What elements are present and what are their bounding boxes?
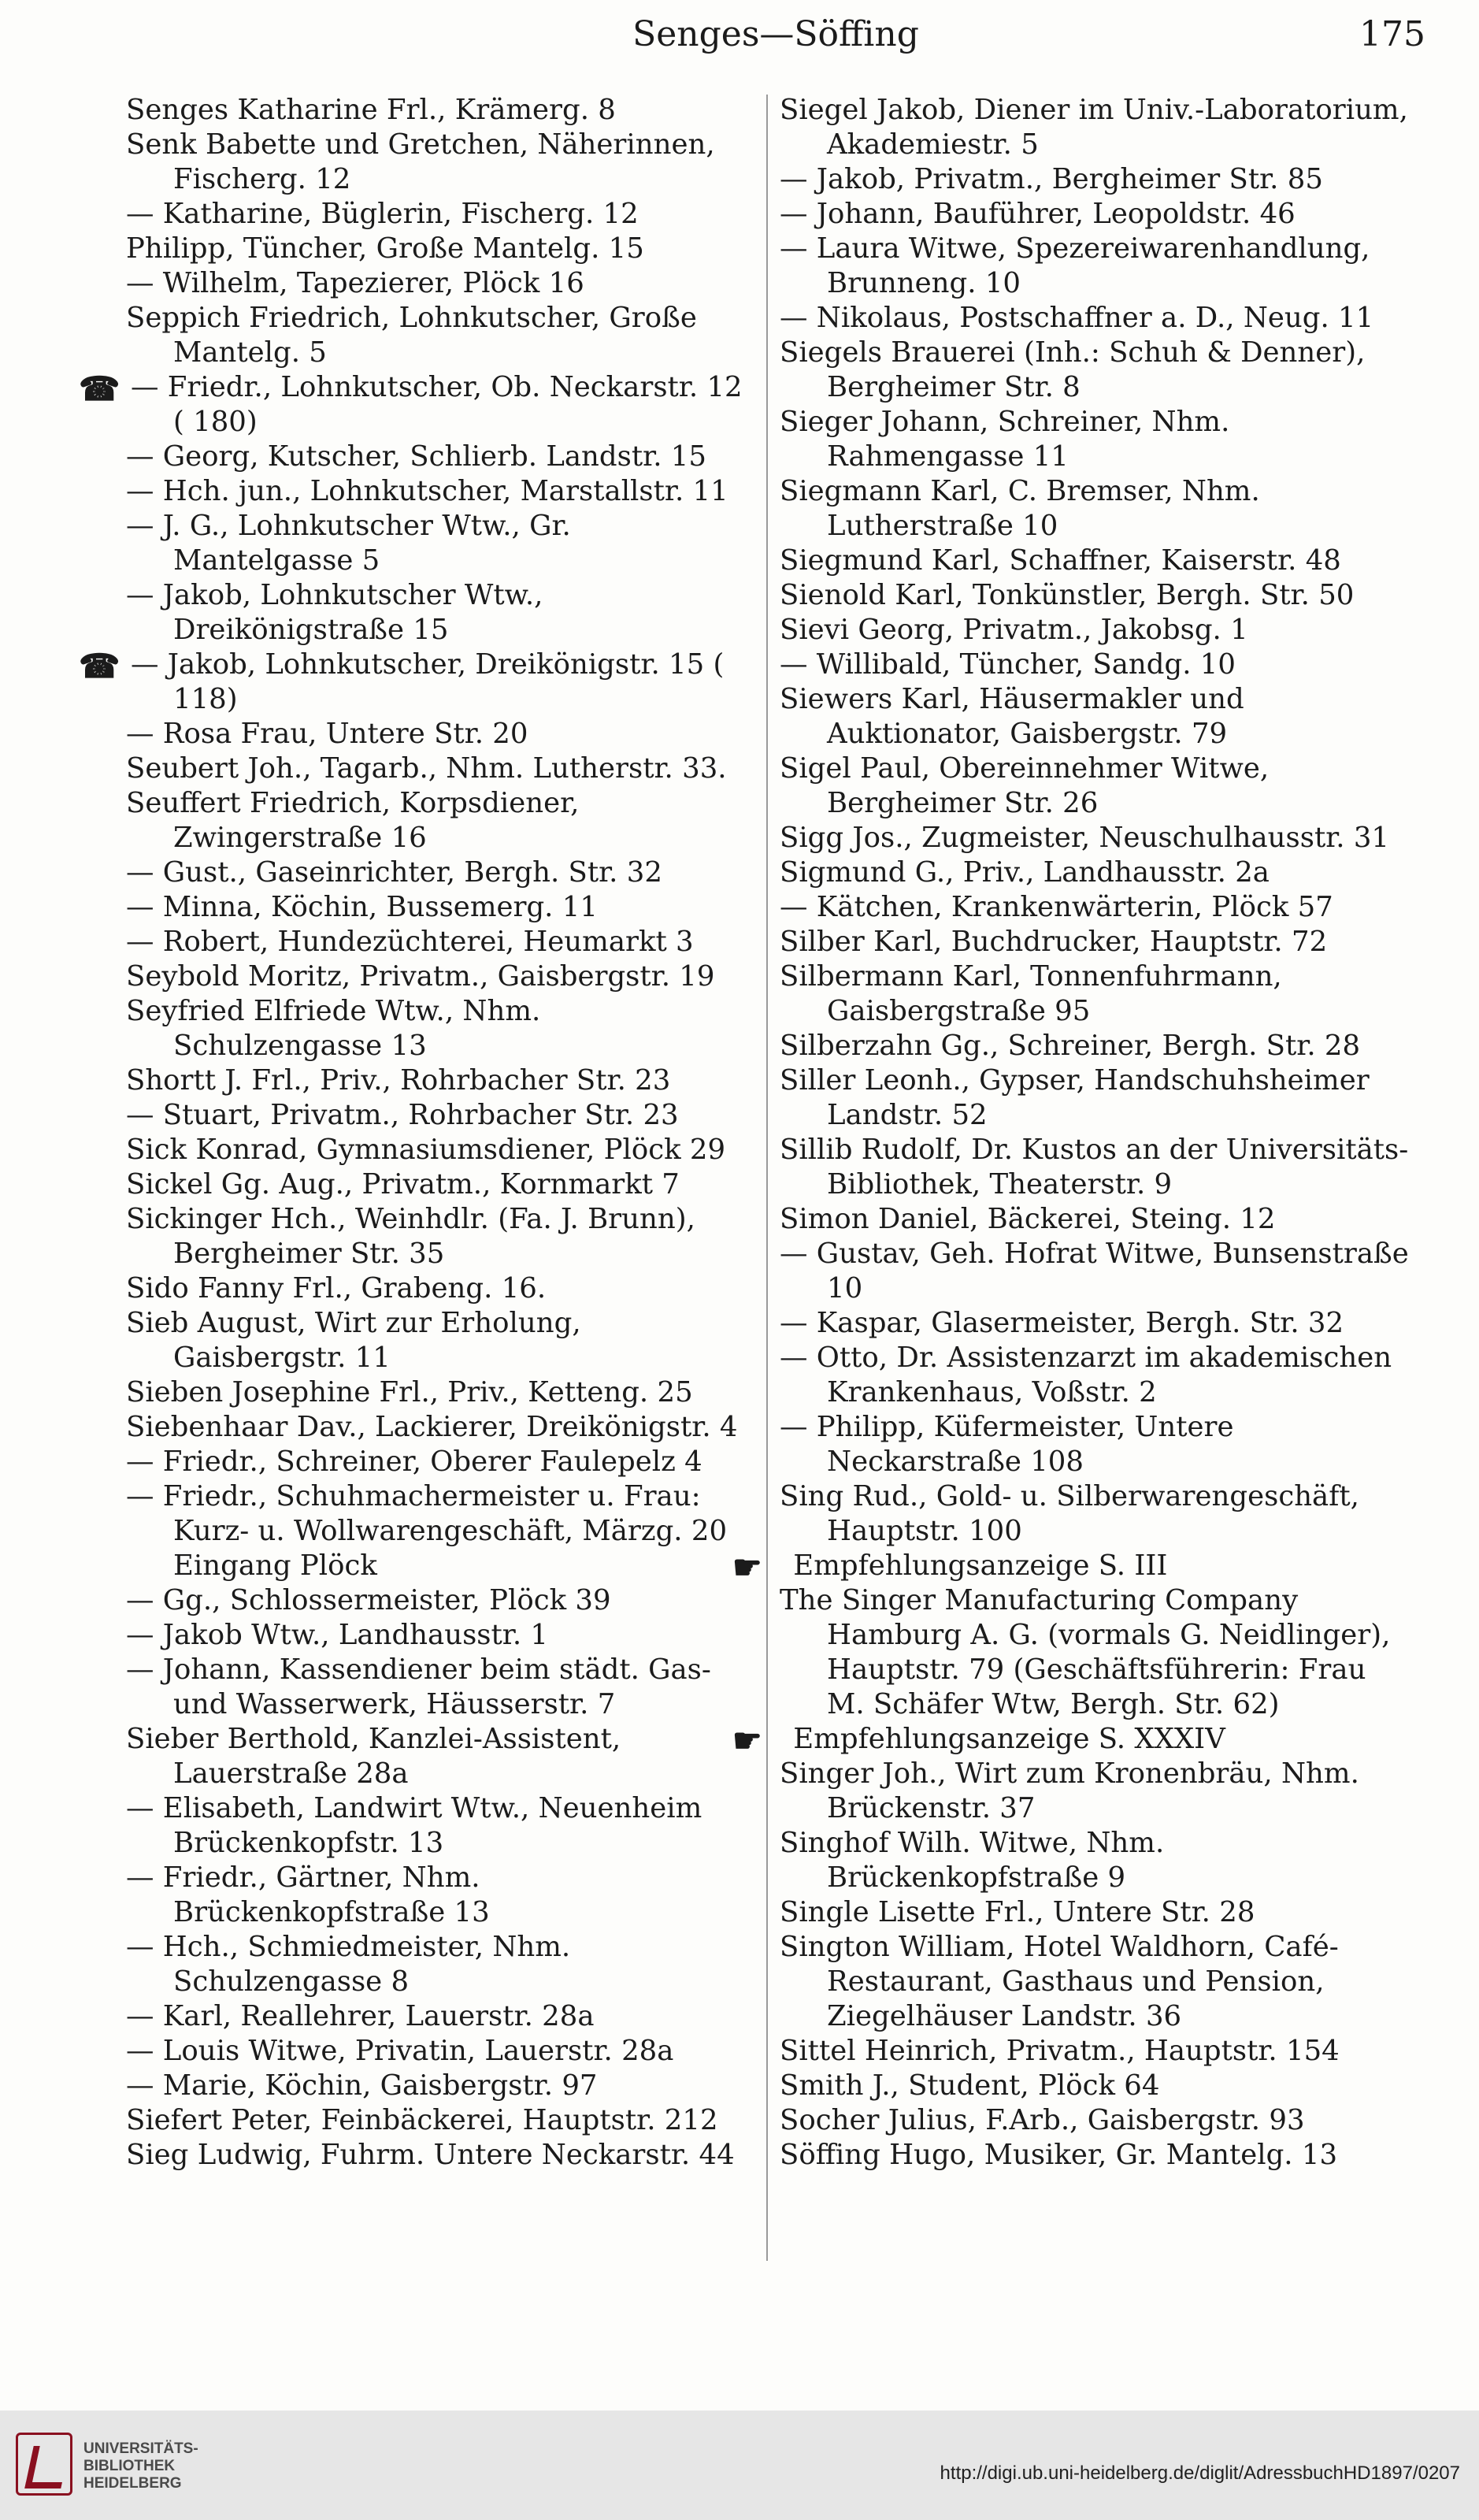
entry-text: Sido Fanny Frl., Grabeng. 16.: [126, 1272, 547, 1305]
directory-entry: [780, 1341, 1410, 1410]
directory-entry: [780, 1410, 1410, 1479]
directory-entry: ☛ Empfehlungsanzeige S. III: [732, 1547, 1168, 1587]
library-name: [83, 2440, 198, 2492]
entry-text: Smith J., Student, Plöck 64: [780, 2069, 1160, 2102]
directory-entry: ☛ Empfehlungsanzeige S. XXXIV: [732, 1720, 1225, 1760]
entry-text: Singhof Wilh. Witwe, Nhm. Brückenkopfstraße 9: [780, 1827, 1165, 1894]
entry-text: Sillib Rudolf, Dr. Kustos an der Universitäts-Bibliothek, Theaterstr. 9: [780, 1134, 1409, 1201]
directory-entry: [126, 197, 756, 232]
directory-entry: [780, 544, 1410, 578]
directory-entry: [780, 682, 1410, 752]
directory-entry: [780, 855, 1410, 890]
entry-text: — Friedr., Lohnkutscher, Ob. Neckarstr. 12 ( 180): [131, 371, 743, 438]
entry-text: Single Lisette Frl., Untere Str. 28: [780, 1896, 1255, 1928]
logo-line: HEIDELBERG: [83, 2475, 182, 2492]
entry-text: — Jakob Wtw., Landhausstr. 1: [126, 1619, 549, 1651]
entry-text: — Friedr., Gärtner, Nhm. Brückenkopfstraße 13: [126, 1861, 490, 1928]
entry-text: Socher Julius, F.Arb., Gaisbergstr. 93: [780, 2104, 1305, 2136]
entry-text: Silbermann Karl, Tonnenfuhrmann, Gaisbergstraße 95: [780, 960, 1282, 1027]
directory-entry: [126, 1583, 756, 1618]
entry-text: — Robert, Hundezüchterei, Heumarkt 3: [126, 926, 694, 958]
directory-entry: [780, 1479, 1410, 1549]
entry-text: — Marie, Köchin, Gaisbergstr. 97: [126, 2069, 598, 2102]
footer-bar: [0, 2411, 1479, 2520]
library-emblem-icon: [16, 2433, 72, 2496]
entry-text: — Hch. jun., Lohnkutscher, Marstallstr. 11: [126, 475, 728, 507]
directory-entry: [780, 1895, 1410, 1930]
directory-entry: [780, 301, 1410, 336]
directory-entry: [780, 336, 1410, 405]
entry-text: Singer Joh., Wirt zum Kronenbräu, Nhm. Brückenstr. 37: [780, 1757, 1359, 1824]
directory-entry: [126, 440, 756, 474]
entry-text: Siller Leonh., Gypser, Handschuhsheimer Landstr. 52: [780, 1064, 1370, 1131]
entry-text: Siegels Brauerei (Inh.: Schuh & Denner), Bergheimer Str. 8: [780, 336, 1366, 403]
entry-text: Seybold Moritz, Privatm., Gaisbergstr. 19: [126, 960, 715, 993]
entry-text: — Friedr., Schuhmachermeister u. Frau: Kurz- u. Wollwarengeschäft, Märzg. 20 Eingang Plöck: [126, 1480, 728, 1582]
entry-text: Shortt J. Frl., Priv., Rohrbacher Str. 23: [126, 1064, 671, 1097]
directory-entry: [780, 1306, 1410, 1341]
directory-entry: [126, 2103, 756, 2138]
page-header: [126, 14, 1425, 69]
directory-entry: [126, 1861, 756, 1930]
entry-text: Sieber Berthold, Kanzlei-Assistent, Lauerstraße 28a: [126, 1723, 621, 1790]
directory-entry: [780, 648, 1410, 682]
directory-entry: [780, 197, 1410, 232]
directory-entry: [780, 1029, 1410, 1063]
directory-entry: [126, 890, 756, 925]
directory-entry: [126, 1098, 756, 1133]
directory-entry: [126, 1999, 756, 2034]
entry-text: Sickinger Hch., Weinhdlr. (Fa. J. Brunn), Bergheimer Str. 35: [126, 1203, 695, 1270]
entry-text: Simon Daniel, Bäckerei, Steing. 12: [780, 1203, 1276, 1235]
entry-text: Sittel Heinrich, Privatm., Hauptstr. 154: [780, 2035, 1340, 2067]
directory-entry: [126, 1722, 756, 1791]
entry-text: — Gg., Schlossermeister, Plöck 39: [126, 1584, 611, 1616]
directory-entry: [126, 855, 756, 890]
logo-line: BIBLIOTHEK: [83, 2458, 176, 2474]
entry-text: Senges Katharine Frl., Krämerg. 8: [126, 94, 616, 126]
directory-entry: [126, 717, 756, 752]
entry-text: Sievi Georg, Privatm., Jakobsg. 1: [780, 614, 1248, 646]
entry-text: Sieger Johann, Schreiner, Nhm. Rahmengasse 11: [780, 406, 1230, 473]
directory-entry: [780, 1826, 1410, 1895]
entry-text: — Friedr., Schreiner, Oberer Faulepelz 4: [126, 1446, 702, 1478]
directory-entry: [126, 128, 756, 197]
entry-text: — Philipp, Küfermeister, Untere Neckarstraße 108: [780, 1411, 1234, 1478]
column-separator: [766, 95, 768, 2261]
directory-entry: [780, 1237, 1410, 1306]
directory-entry: [780, 1202, 1410, 1237]
directory-entry: [126, 1930, 756, 1999]
directory-entry: [126, 1653, 756, 1722]
entry-text: — Jakob, Lohnkutscher, Dreikönigstr. 15 ( 118): [131, 648, 725, 715]
directory-entry: [126, 2069, 756, 2103]
directory-entry: [780, 405, 1410, 474]
directory-entry: [780, 162, 1410, 197]
directory-entry: [780, 821, 1410, 855]
entry-text: — Hch., Schmiedmeister, Nhm. Schulzengasse 8: [126, 1931, 571, 1998]
directory-entry: [780, 613, 1410, 648]
entry-text: — Nikolaus, Postschaffner a. D., Neug. 11: [780, 302, 1374, 334]
entry-text: Seyfried Elfriede Wtw., Nhm. Schulzengasse 13: [126, 995, 541, 1062]
entry-text: Sigel Paul, Obereinnehmer Witwe, Bergheimer Str. 26: [780, 752, 1270, 819]
directory-entry: [126, 93, 756, 128]
directory-entry: [126, 578, 756, 648]
entry-text: Siefert Peter, Feinbäckerei, Hauptstr. 212: [126, 2104, 718, 2136]
directory-entry: [126, 959, 756, 994]
logo-line: UNIVERSITÄTS-: [83, 2440, 198, 2457]
directory-entry: [126, 786, 756, 855]
entry-text: Sienold Karl, Tonkünstler, Bergh. Str. 50: [780, 579, 1355, 611]
entry-text: — Elisabeth, Landwirt Wtw., Neuenheim Brückenkopfstr. 13: [126, 1792, 702, 1859]
entry-text: — Kaspar, Glasermeister, Bergh. Str. 32: [780, 1307, 1344, 1339]
entry-text: — Georg, Kutscher, Schlierb. Landstr. 15: [126, 440, 706, 473]
entry-text: — Willibald, Tüncher, Sandg. 10: [780, 648, 1236, 681]
entry-text: — Karl, Reallehrer, Lauerstr. 28a: [126, 2000, 595, 2032]
entry-text: Sieben Josephine Frl., Priv., Ketteng. 25: [126, 1376, 693, 1408]
directory-entry: [126, 1479, 756, 1583]
entry-text: Seubert Joh., Tagarb., Nhm. Lutherstr. 33.: [126, 752, 727, 785]
directory-entry: [126, 266, 756, 301]
directory-entry: [780, 232, 1410, 301]
entry-text: Silber Karl, Buchdrucker, Hauptstr. 72: [780, 926, 1328, 958]
directory-entry: [780, 1757, 1410, 1826]
entry-text: Empfehlungsanzeige S. XXXIV: [784, 1723, 1225, 1755]
entry-text: — Louis Witwe, Privatin, Lauerstr. 28a: [126, 2035, 674, 2067]
entry-text: Siewers Karl, Häusermakler und Auktionator, Gaisbergstr. 79: [780, 683, 1244, 750]
directory-entry: [126, 1306, 756, 1375]
directory-entry: [780, 1583, 1410, 1722]
running-head: Senges—Söffing: [632, 14, 919, 54]
entry-text: Seuffert Friedrich, Korpsdiener, Zwingerstraße 16: [126, 787, 580, 854]
directory-entry: [126, 1791, 756, 1861]
directory-entry: [780, 474, 1410, 544]
entry-text: Siebenhaar Dav., Lackierer, Dreikönigstr. 4: [126, 1411, 738, 1443]
entry-text: — J. G., Lohnkutscher Wtw., Gr. Mantelgasse 5: [126, 510, 571, 577]
entry-text: — Laura Witwe, Spezereiwarenhandlung, Brunneng. 10: [780, 232, 1370, 299]
entry-text: The Singer Manufacturing Company Hamburg A. G. (vormals G. Neidlinger), Hauptstr. 79 (Geschäftsführerin: Frau M. Schäfer Wtw, Bergh. Str. 62): [780, 1584, 1391, 1720]
directory-entry: [126, 752, 756, 786]
entry-text: Philipp, Tüncher, Große Mantelg. 15: [126, 232, 644, 265]
entry-text: — Jakob, Privatm., Bergheimer Str. 85: [780, 163, 1323, 195]
entry-text: Sington William, Hotel Waldhorn, Café-Restaurant, Gasthaus und Pension, Ziegelhäuser Landstr. 36: [780, 1931, 1339, 2032]
entry-text: — Stuart, Privatm., Rohrbacher Str. 23: [126, 1099, 679, 1131]
directory-entry: [780, 1133, 1410, 1202]
page-number: 175: [1359, 14, 1425, 54]
directory-entry: [126, 925, 756, 959]
directory-entry: [126, 474, 756, 509]
directory-entry: ☎ — Friedr., Lohnkutscher, Ob. Neckarstr. 12 ( 180): [79, 369, 743, 438]
directory-entry: [126, 1410, 756, 1445]
directory-entry: [780, 2069, 1410, 2103]
entry-text: Empfehlungsanzeige S. III: [784, 1549, 1168, 1582]
directory-entry: [780, 2138, 1410, 2173]
directory-entry: [126, 994, 756, 1063]
entry-text: Sigg Jos., Zugmeister, Neuschulhausstr. 31: [780, 822, 1390, 854]
entry-text: — Johann, Kassendiener beim städt. Gas- und Wasserwerk, Häusserstr. 7: [126, 1653, 711, 1720]
directory-entry: ☎ — Jakob, Lohnkutscher, Dreikönigstr. 15 ( 118): [79, 646, 725, 715]
entry-text: Sigmund G., Priv., Landhausstr. 2a: [780, 856, 1270, 889]
directory-entry: [126, 301, 756, 370]
directory-entry: [126, 1271, 756, 1306]
entry-text: — Gust., Gaseinrichter, Bergh. Str. 32: [126, 856, 662, 889]
right-column: [732, 93, 1410, 2173]
source-url-link[interactable]: http://digi.ub.uni-heidelberg.de/diglit/AdressbuchHD1897/0207: [940, 2462, 1460, 2484]
directory-entry: [126, 509, 756, 578]
directory-entry: [780, 2103, 1410, 2138]
entry-text: Siegmund Karl, Schaffner, Kaiserstr. 48: [780, 544, 1341, 577]
directory-entry: [126, 1202, 756, 1271]
directory-entry: [780, 890, 1410, 925]
library-logo[interactable]: [16, 2425, 205, 2503]
entry-text: Seppich Friedrich, Lohnkutscher, Große Mantelg. 5: [126, 302, 697, 369]
entry-text: Silberzahn Gg., Schreiner, Bergh. Str. 28: [780, 1030, 1361, 1062]
entry-text: — Rosa Frau, Untere Str. 20: [126, 718, 528, 750]
directory-entry: [780, 2034, 1410, 2069]
entry-text: — Otto, Dr. Assistenzarzt im akademischen Krankenhaus, Voßstr. 2: [780, 1342, 1392, 1408]
entry-text: — Gustav, Geh. Hofrat Witwe, Bunsenstraße 10: [780, 1238, 1409, 1305]
entry-text: — Johann, Bauführer, Leopoldstr. 46: [780, 198, 1296, 230]
directory-entry: [126, 232, 756, 266]
directory-entry: [780, 578, 1410, 613]
entry-text: — Katharine, Büglerin, Fischerg. 12: [126, 198, 639, 230]
entry-text: — Minna, Köchin, Bussemerg. 11: [126, 891, 598, 923]
directory-entry: [126, 1063, 756, 1098]
entry-text: Senk Babette und Gretchen, Näherinnen, Fischerg. 12: [126, 128, 715, 195]
entry-text: Sieg Ludwig, Fuhrm. Untere Neckarstr. 44: [126, 2139, 735, 2171]
entry-text: Sick Konrad, Gymnasiumsdiener, Plöck 29: [126, 1134, 726, 1166]
entry-text: Sickel Gg. Aug., Privatm., Kornmarkt 7: [126, 1168, 680, 1201]
directory-entry: [780, 959, 1410, 1029]
entry-text: Sieb August, Wirt zur Erholung, Gaisbergstr. 11: [126, 1307, 581, 1374]
directory-entry: [780, 925, 1410, 959]
left-column: [79, 93, 756, 2173]
directory-entry: [126, 1445, 756, 1479]
directory-entry: [126, 2034, 756, 2069]
entry-text: Siegmann Karl, C. Bremser, Nhm. Lutherstraße 10: [780, 475, 1260, 542]
directory-entry: [126, 1618, 756, 1653]
entry-text: Sing Rud., Gold- u. Silberwarengeschäft, Hauptstr. 100: [780, 1480, 1359, 1547]
directory-entry: [126, 2138, 756, 2173]
directory-entry: [780, 752, 1410, 821]
directory-entry: [780, 93, 1410, 162]
entry-text: Söffing Hugo, Musiker, Gr. Mantelg. 13: [780, 2139, 1338, 2171]
directory-entry: [126, 1133, 756, 1167]
directory-entry: [780, 1063, 1410, 1133]
entry-text: — Kätchen, Krankenwärterin, Plöck 57: [780, 891, 1333, 923]
entry-text: Siegel Jakob, Diener im Univ.-Laboratorium, Akademiestr. 5: [780, 94, 1408, 161]
directory-entry: [126, 1167, 756, 1202]
directory-entry: [780, 1930, 1410, 2034]
directory-entry: [126, 1375, 756, 1410]
entry-text: — Jakob, Lohnkutscher Wtw., Dreikönigstraße 15: [126, 579, 543, 646]
entry-text: — Wilhelm, Tapezierer, Plöck 16: [126, 267, 584, 299]
